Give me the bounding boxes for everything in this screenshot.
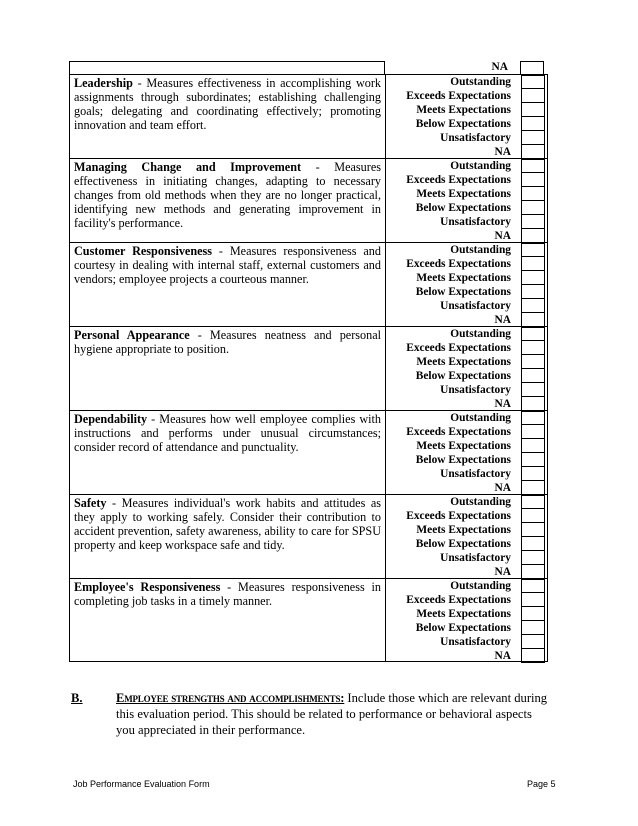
rating-checkbox[interactable]: [521, 187, 545, 201]
criterion-separator: -: [220, 580, 239, 594]
rating-label: Outstanding: [450, 244, 511, 256]
rating-checkbox[interactable]: [521, 551, 545, 565]
evaluation-table: [69, 61, 548, 662]
rating-section: [69, 578, 548, 662]
criterion-title: Managing Change and Improvement: [74, 160, 302, 174]
rating-checkbox[interactable]: [521, 75, 545, 89]
rating-checkbox[interactable]: [521, 201, 545, 215]
criterion-text: Measures responsiveness in completing job tasks in a timely manner.: [74, 580, 381, 608]
criterion-separator: -: [106, 496, 122, 510]
rating-labels: [386, 159, 513, 242]
rating-checkbox[interactable]: [521, 369, 545, 383]
footer-page-number: Page 5: [527, 779, 556, 789]
rating-checkboxes: [513, 243, 547, 326]
rating-labels: [386, 327, 513, 410]
rating-label: NA: [494, 650, 511, 662]
rating-checkbox[interactable]: [521, 537, 545, 551]
rating-label: Outstanding: [450, 328, 511, 340]
section-b-letter: B.: [71, 691, 83, 705]
rating-label: Below Expectations: [415, 454, 511, 466]
rating-labels: [386, 579, 513, 661]
criterion-separator: -: [132, 76, 147, 90]
rating-label: Meets Expectations: [416, 188, 511, 200]
rating-label: Exceeds Expectations: [406, 426, 511, 438]
rating-section: [69, 74, 548, 158]
criterion-title: Personal Appearance: [74, 328, 190, 342]
rating-sections: [69, 74, 548, 662]
table-top-row: [69, 61, 548, 74]
rating-checkbox[interactable]: [521, 271, 545, 285]
section-b-title: Employee strengths and accomplishments:: [116, 691, 345, 705]
rating-section: [69, 410, 548, 494]
rating-checkboxes: [513, 75, 547, 158]
rating-label: Exceeds Expectations: [406, 510, 511, 522]
rating-checkbox[interactable]: [521, 341, 545, 355]
rating-checkbox[interactable]: [521, 131, 545, 145]
rating-checkboxes: [513, 327, 547, 410]
rating-label: Unsatisfactory: [440, 552, 511, 564]
rating-labels: [386, 75, 513, 158]
rating-checkboxes: [513, 495, 547, 578]
criterion-text: Measures responsiveness and courtesy in dealing with internal staff, external customers and vendors; employee projects a courteous manner.: [74, 244, 381, 286]
rating-labels: [386, 411, 513, 494]
rating-label: Outstanding: [450, 580, 511, 592]
criterion-title: Safety: [74, 496, 107, 510]
rating-checkbox[interactable]: [521, 243, 545, 257]
rating-checkbox[interactable]: [521, 495, 545, 509]
rating-checkbox[interactable]: [521, 411, 545, 425]
rating-label: NA: [494, 146, 511, 158]
rating-label: Meets Expectations: [416, 524, 511, 536]
rating-label: Meets Expectations: [416, 272, 511, 284]
rating-checkboxes: [513, 159, 547, 242]
rating-label: Exceeds Expectations: [406, 342, 511, 354]
rating-label: Below Expectations: [415, 202, 511, 214]
criterion-description: [70, 75, 386, 158]
rating-checkbox[interactable]: [521, 215, 545, 229]
rating-label: Unsatisfactory: [440, 216, 511, 228]
rating-label: Exceeds Expectations: [406, 594, 511, 606]
rating-label: Unsatisfactory: [440, 636, 511, 648]
criterion-description: [70, 411, 386, 494]
rating-label: NA: [494, 314, 511, 326]
rating-checkbox[interactable]: [521, 257, 545, 271]
rating-checkbox[interactable]: [521, 565, 545, 579]
rating-label: NA: [494, 398, 511, 410]
rating-checkbox[interactable]: [521, 453, 545, 467]
rating-section: [69, 494, 548, 578]
rating-checkbox[interactable]: [521, 117, 545, 131]
rating-checkbox[interactable]: [521, 523, 545, 537]
rating-checkboxes: [513, 579, 547, 661]
rating-label: Exceeds Expectations: [406, 174, 511, 186]
rating-checkbox[interactable]: [521, 173, 545, 187]
criterion-description: [70, 327, 386, 410]
rating-checkbox[interactable]: [521, 299, 545, 313]
rating-labels: [386, 495, 513, 578]
rating-label: Meets Expectations: [416, 440, 511, 452]
criterion-separator: -: [189, 328, 210, 342]
rating-label: Unsatisfactory: [440, 384, 511, 396]
criterion-text: Measures effectiveness in initiating changes, adapting to necessary changes from old methods when they are no longer practical, identifying new methods and generating improvement in facility's performance.: [74, 160, 381, 230]
rating-checkbox[interactable]: [521, 89, 545, 103]
section-b: [71, 690, 551, 738]
rating-label: Outstanding: [450, 160, 511, 172]
rating-checkbox[interactable]: [521, 579, 545, 593]
rating-checkbox[interactable]: [521, 229, 545, 243]
rating-label: Meets Expectations: [416, 104, 511, 116]
criterion-description: [70, 579, 386, 661]
rating-checkbox[interactable]: [521, 635, 545, 649]
rating-label: Below Expectations: [415, 538, 511, 550]
rating-label: Exceeds Expectations: [406, 90, 511, 102]
rating-checkbox[interactable]: [521, 327, 545, 341]
rating-label: NA: [494, 482, 511, 494]
rating-section: [69, 242, 548, 326]
criterion-title: Leadership: [74, 76, 133, 90]
rating-checkbox[interactable]: [521, 313, 545, 327]
rating-section: [69, 158, 548, 242]
criterion-text: Measures how well employee complies with instructions and performs under unusual circumstances; consider record of attendance and punctuality.: [74, 412, 382, 454]
criterion-text: Measures neatness and personal hygiene appropriate to position.: [74, 328, 381, 356]
criterion-title: Dependability: [74, 412, 148, 426]
rating-checkbox[interactable]: [521, 355, 545, 369]
section-b-body: Include those which are relevant during this evaluation period. This should be related to performance or behavioral aspects you appreciated in their performance.: [116, 691, 548, 737]
rating-checkbox[interactable]: [520, 61, 544, 74]
rating-checkboxes: [513, 411, 547, 494]
criterion-description: [70, 243, 386, 326]
rating-checkbox[interactable]: [521, 607, 545, 621]
rating-checkbox[interactable]: [521, 481, 545, 495]
rating-label: Unsatisfactory: [440, 468, 511, 480]
rating-checkbox[interactable]: [521, 383, 545, 397]
criterion-description: [70, 159, 386, 242]
rating-section: [69, 326, 548, 410]
rating-checkbox[interactable]: [521, 621, 545, 635]
criterion-separator: -: [147, 412, 160, 426]
rating-label: NA: [494, 230, 511, 242]
rating-label: NA: [494, 566, 511, 578]
criterion-title: Customer Responsiveness: [74, 244, 213, 258]
rating-checkbox[interactable]: [521, 145, 545, 159]
criterion-text: Measures individual's work habits and attitudes as they apply to working safely. Consider their contribution to accident prevention, safety awareness, ability to care for SPSU property and keep workspace safe and tidy.: [74, 496, 381, 552]
rating-checkbox[interactable]: [521, 425, 545, 439]
criterion-text: Measures effectiveness in accomplishing work assignments through subordinates; establishing challenging goals; delegating and coordinating effectively; promoting innovation and team effort.: [74, 76, 381, 132]
criterion-separator: -: [301, 160, 335, 174]
criterion-description: [70, 495, 386, 578]
rating-label: Meets Expectations: [416, 608, 511, 620]
rating-label: Outstanding: [450, 496, 511, 508]
rating-label: Outstanding: [450, 76, 511, 88]
rating-label: Below Expectations: [415, 286, 511, 298]
rating-label: Unsatisfactory: [440, 300, 511, 312]
footer-form-title: Job Performance Evaluation Form: [73, 779, 210, 789]
rating-label: Meets Expectations: [416, 356, 511, 368]
rating-checkbox[interactable]: [521, 467, 545, 481]
rating-checkbox[interactable]: [521, 285, 545, 299]
criterion-title: Employee's Responsiveness: [74, 580, 221, 594]
rating-label: Unsatisfactory: [440, 132, 511, 144]
rating-label: Below Expectations: [415, 118, 511, 130]
rating-label: Outstanding: [450, 412, 511, 424]
rating-checkbox[interactable]: [521, 439, 545, 453]
rating-checkbox[interactable]: [521, 103, 545, 117]
rating-label: Exceeds Expectations: [406, 258, 511, 270]
rating-checkbox[interactable]: [521, 397, 545, 411]
top-na-label: NA: [491, 61, 508, 73]
criterion-separator: -: [212, 244, 230, 258]
rating-label: Below Expectations: [415, 370, 511, 382]
rating-checkbox[interactable]: [521, 593, 545, 607]
rating-checkbox[interactable]: [521, 159, 545, 173]
rating-checkbox[interactable]: [521, 509, 545, 523]
rating-checkbox[interactable]: [521, 649, 545, 663]
rating-label: Below Expectations: [415, 622, 511, 634]
rating-labels: [386, 243, 513, 326]
